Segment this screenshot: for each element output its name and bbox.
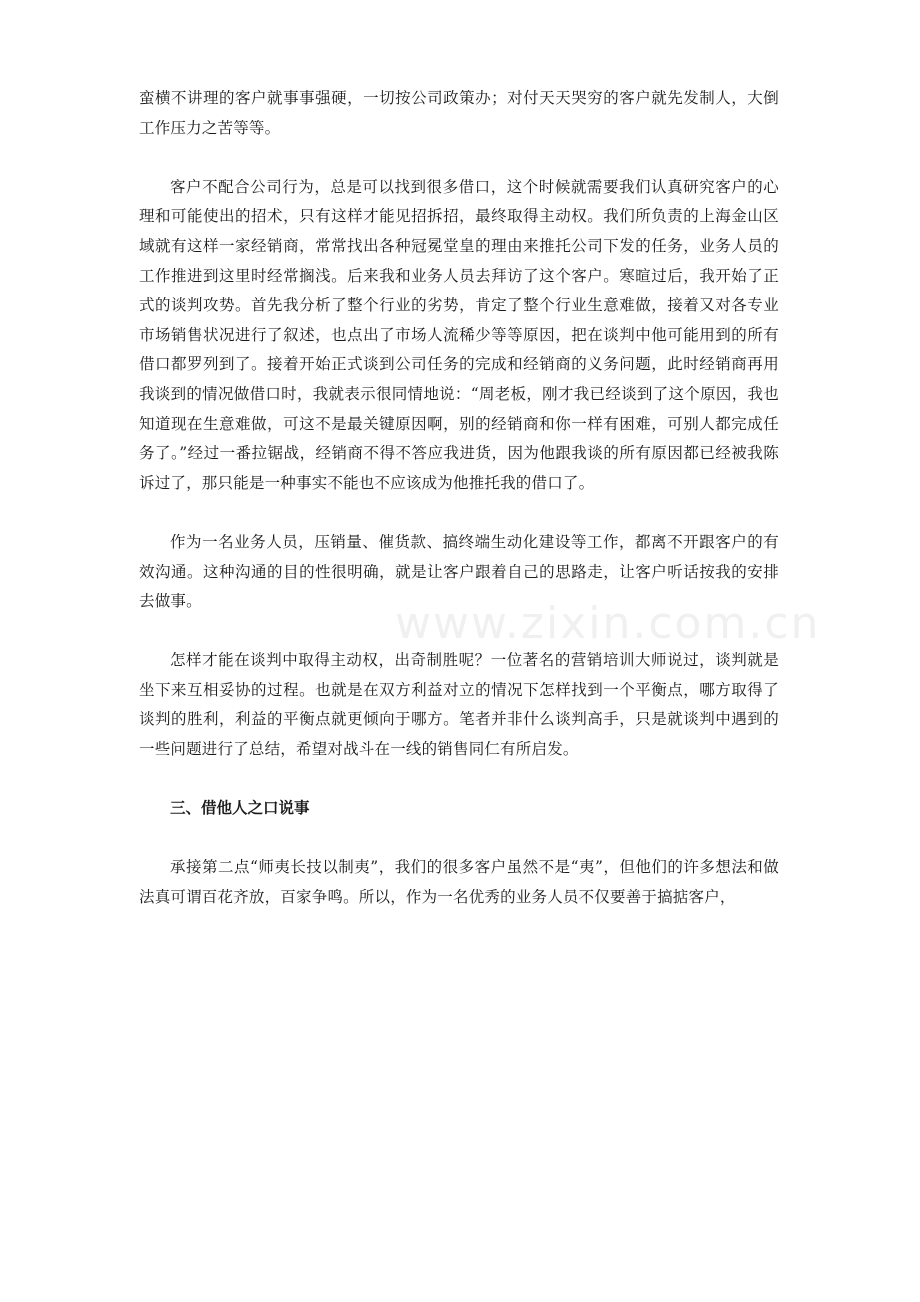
paragraph-4: 怎样才能在谈判中取得主动权，出奇制胜呢？一位著名的营销培训大师说过，谈判就是坐下来互相妥协的过程。也就是在双方利益对立的情况下怎样找到一个平衡点，哪方取得了谈判的胜利，利益的平衡点就更倾向于哪方。笔者并非什么谈判高手，只是就谈判中遇到的一些问题进行了总结，希望对战斗在一线的销售同仁有所启发。	[139, 651, 779, 759]
paragraph-3: 作为一名业务人员，压销量、催货款、搞终端生动化建设等工作，都离不开跟客户的有效沟通。这种沟通的目的性很明确，就是让客户跟着自己的思路走，让客户听话按我的安排去做事。	[139, 532, 779, 611]
paragraph-2: 客户不配合公司行为，总是可以找到很多借口，这个时候就需要我们认真研究客户的心理和可能使出的招术，只有这样才能见招拆招，最终取得主动权。我们所负责的上海金山区域就有这样一家经销商，常常找出各种冠冕堂皇的理由来推托公司下发的任务，业务人员的工作推进到这里时经常搁浅。后来我和业务人员去拜访了这个客户。寒暄过后，我开始了正式的谈判攻势。首先我分析了整个行业的劣势，肯定了整个行业生意难做，接着又对各专业市场销售状况进行了叙述，也点出了市场人流稀少等等原因，把在谈判中他可能用到的所有借口都罗列到了。接着开始正式谈到公司任务的完成和经销商的义务问题，此时经销商再用我谈到的情况做借口时，我就表示很同情地说：“周老板，刚才我已经谈到了这个原因，我也知道现在生意难做，可这不是最关键原因啊，别的经销商和你一样有困难，可别人都完成任务了。”经过一番拉锯战，经销商不得不答应我进货，因为他跟我谈的所有原因都已经被我陈诉过了，那只能是一种事实不能也不应该成为他推托我的借口了。	[139, 177, 779, 492]
document-page	[139, 84, 779, 942]
paragraph-1: 蛮横不讲理的客户就事事强硬，一切按公司政策办；对付天天哭穷的客户就先发制人，大倒工作压力之苦等等。	[139, 89, 779, 137]
section-heading: 三、借他人之口说事	[170, 799, 310, 818]
watermark: www.zixin.com.cn	[395, 598, 821, 649]
paragraph-5: 承接第二点“师夷长技以制夷”，我们的很多客户虽然不是“夷”，但他们的许多想法和做法真可谓百花齐放，百家争鸣。所以，作为一名优秀的业务人员不仅要善于搞掂客户，	[139, 858, 779, 907]
